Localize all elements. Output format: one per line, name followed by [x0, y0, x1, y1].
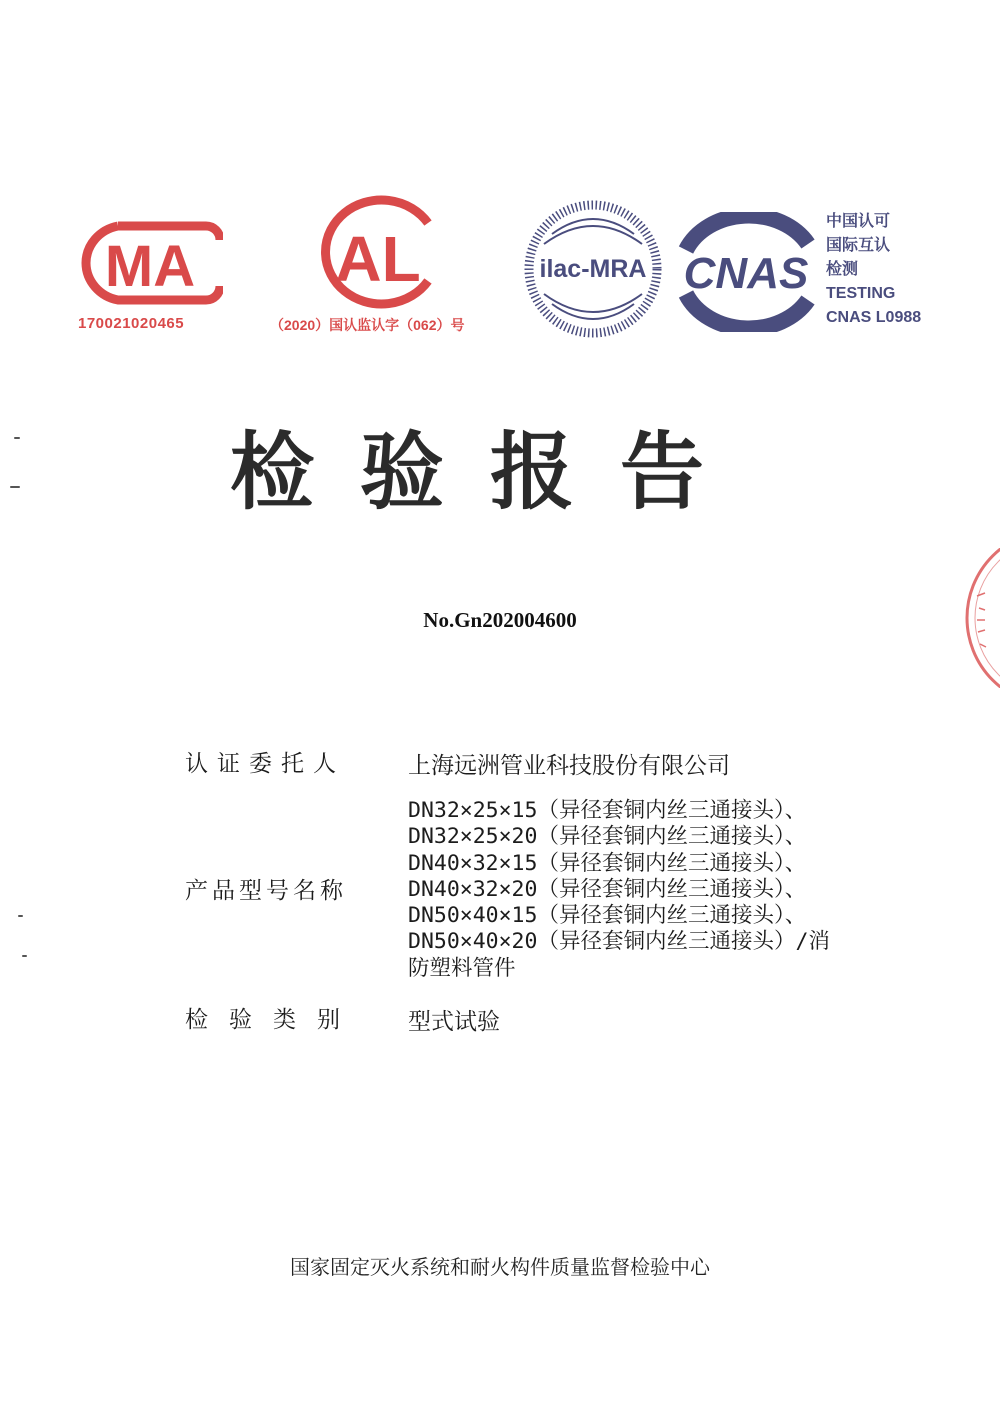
- product-list: [408, 798, 968, 982]
- product-line: DN40×32×15（异径套铜内丝三通接头）、: [408, 850, 807, 876]
- cnas-caption-line: 检测: [826, 261, 859, 278]
- report-number: No.Gn202004600: [423, 608, 577, 632]
- ilac-mark-text: ilac-MRA: [539, 255, 647, 283]
- scan-speck: [10, 486, 20, 488]
- inspection-type-label: 检验类别: [185, 1007, 361, 1033]
- partial-seal-stamp: [955, 548, 1000, 688]
- product-line: DN32×25×15（异径套铜内丝三通接头）、: [408, 798, 807, 823]
- cnas-caption-line: 国际互认: [826, 237, 891, 254]
- product-line: DN40×32×20（异径套铜内丝三通接头）、: [408, 876, 807, 902]
- product-label: 产品型号名称: [185, 878, 347, 904]
- cnas-caption-line: TESTING: [826, 285, 896, 302]
- cma-logo: [78, 218, 223, 308]
- product-line: DN50×40×20（异径套铜内丝三通接头）/消: [408, 929, 830, 955]
- cnas-mark-text: CNAS: [683, 249, 809, 298]
- product-line: DN50×40×15（异径套铜内丝三通接头）、: [408, 903, 807, 929]
- cnas-logo: [668, 212, 823, 332]
- scan-speck: [18, 915, 23, 917]
- client-value: 上海远洲管业科技股份有限公司: [408, 753, 730, 779]
- cma-mark-text: MA: [104, 234, 196, 299]
- report-title: 检验报告: [230, 422, 751, 521]
- scan-speck: [14, 437, 20, 439]
- product-line: 防塑料管件: [408, 955, 516, 981]
- inspection-type-value: 型式试验: [408, 1009, 500, 1035]
- cal-logo: [310, 195, 445, 310]
- cnas-caption-line: CNAS L0988: [826, 309, 922, 326]
- cma-certificate-number: 170021020465: [78, 315, 185, 332]
- cnas-caption: [826, 210, 921, 330]
- product-line: DN32×25×20（异径套铜内丝三通接头）、: [408, 824, 807, 850]
- cal-mark-text: AL: [335, 223, 421, 295]
- scan-speck: [22, 955, 27, 957]
- ilac-mra-logo: [522, 198, 664, 340]
- client-label: 认证委托人: [185, 751, 345, 777]
- cal-accreditation-number: （2020）国认监认字（062）号: [270, 317, 465, 333]
- cnas-caption-line: 中国认可: [826, 213, 891, 230]
- issuer-name: 国家固定灭火系统和耐火构件质量监督检验中心: [290, 1255, 710, 1279]
